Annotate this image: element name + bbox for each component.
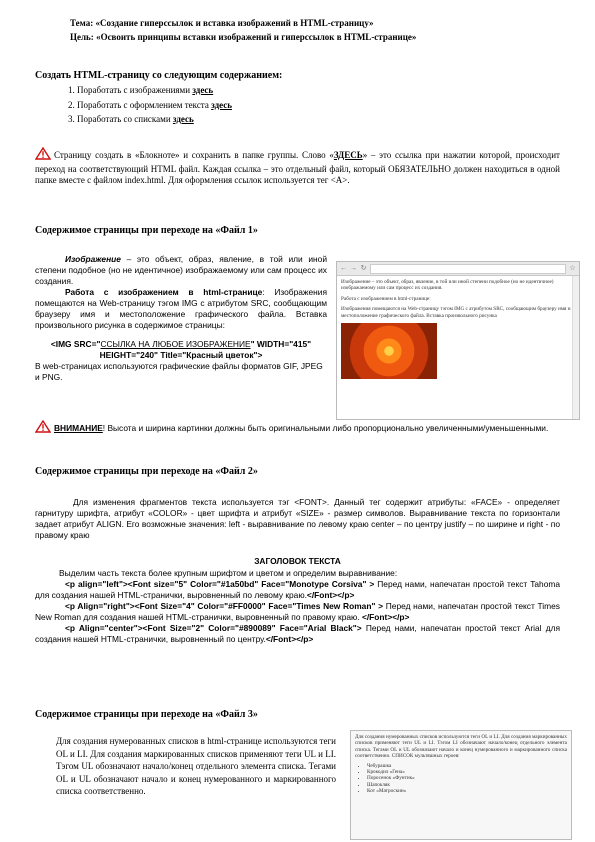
file1-body: Работа с изображением в html-странице: Изображения помещаются на Web-страницу тэгом IMG с атрибутом SRC, сообщающим браузеру имя и местоположение графического файла. Вставка произвольного рисунка в содержимое страницы:	[35, 287, 328, 330]
file3-screenshot-text: Для создания нумерованных списков используются теги OL и LI. Для создания маркированных списков применяют теги UL и LI. Тэгом LI обозначают начало/конец отдельного элемента списка. Тегами OL и UL обозначают начало и конец нумерованного и маркированного списка соответственно. СПИСОК мультяшных героев:	[355, 734, 567, 760]
file2-paragraph-1: Для изменения фрагментов текста используется тэг <FONT>. Данный тег содержит атрибуты: «FACE» - определяет гарнитуру шрифта, атрибут «COLOR» - цвет шрифта и атрибут «SIZE» - размер символов. Выравнивание текста по горизонтали задает атрибут ALIGN. Его возможные значения: left - выравнивание по левому краю center – по центру justify – по ширине и right - по правому краю	[35, 497, 560, 540]
list-item: • Крокодил «Гена»	[367, 769, 567, 775]
file1-code: <IMG SRC="ССЫЛКА НА ЛЮБОЕ ИЗОБРАЖЕНИЕ" WIDTH="415" HEIGHT="240" Title="Красный цветок">	[50, 339, 312, 360]
list-item: • Поросенок «Фунтик»	[367, 775, 567, 781]
heroes-list	[355, 763, 567, 795]
theme-line	[70, 18, 550, 30]
file1-formats: В web-страницах используются графические файлы форматов GIF, JPEG и PNG.	[35, 361, 323, 382]
browser-toolbar	[337, 262, 579, 276]
goal-label: Цель:	[70, 32, 94, 42]
task-item-1: 1. Поработать с изображениями здесь	[68, 85, 214, 95]
file1-browser-screenshot	[336, 261, 580, 420]
instruction-link-word[interactable]: ЗДЕСЬ	[333, 150, 363, 160]
file3-screenshot	[350, 730, 572, 840]
file3-text: Для создания нумерованных списков в html-странице используются теги OL и LI. Для создания маркированных списков применяют теги UL и LI. Тэгом UL обозначают начало/конец отдельного элемента списка. Тегами OL и UL обозначают начало и конец нумерованного и маркированного списка соответственно.	[56, 736, 336, 796]
reload-icon: ↻	[360, 264, 367, 272]
list-item: • Чебурашка	[367, 763, 567, 769]
task-link-3[interactable]: здесь	[172, 114, 194, 124]
scrollbar[interactable]	[572, 276, 579, 419]
warning-icon	[35, 420, 51, 436]
file1-definition: Изображение – это объект, образ, явление, в той или иной степени подобное (но не идентичное) изображаемому или сам процесс их создания.	[35, 254, 327, 286]
forward-icon: →	[350, 264, 357, 272]
file1-def-term: Изображение	[65, 254, 121, 264]
file2-code-block	[35, 568, 560, 645]
file2-title: ЗАГОЛОВОК ТЕКСТА	[254, 556, 341, 566]
screenshot-line-1: Изображение – это объект, образ, явление, в той или иной степени подобное (но не идентичное) изображаемому или сам процесс их создания.	[341, 279, 554, 292]
address-bar	[370, 264, 566, 274]
theme-text: «Создание гиперссылок и вставка изображений в HTML-страницу»	[95, 18, 374, 28]
screenshot-line-2: Работа с изображением в html-странице:	[341, 295, 431, 302]
file2-code-2: <p Align="right"><Font Size="4" Color="#FF0000" Face="Times New Roman" > Перед нами, напечатан простой текст Times New Roman для создания нашей HTML-странички, выровненный по правому краю. </Font></p>	[35, 601, 560, 622]
file2-heading: Содержимое страницы при переходе на «Файл 2»	[35, 466, 258, 477]
file1-heading: Содержимое страницы при переходе на «Файл 1»	[35, 225, 258, 236]
theme-label: Тема:	[70, 18, 94, 28]
task-link-2[interactable]: здесь	[211, 99, 232, 110]
task-item-2: 2. Поработать с оформлением текста здесь	[68, 99, 232, 110]
goal-line	[70, 32, 550, 44]
instruction-paragraph: Страницу создать в «Блокноте» и сохранить в папке группы. Слово «ЗДЕСЬ» – это ссылка при нажатии которой, происходит переход на соответствующий HTML файл. Каждая ссылка – это отдельный файл, который ОБЯЗАТЕЛЬНО должен находиться в одной папке вместе с файлом index.html. Для оформления ссылок используется тег <A>.	[35, 147, 560, 187]
file3-heading: Содержимое страницы при переходе на «Файл 3»	[35, 709, 258, 720]
list-item: • Шапокляк	[367, 782, 567, 788]
file1-sub-heading: Работа с изображением в html-странице	[65, 287, 263, 297]
screenshot-line-3: Изображения помещаются на Web-страницу тэгом IMG с атрибутом SRC, сообщающим браузеру имя и местоположение графического файла. Вставка произвольного рисунка	[341, 306, 571, 319]
file1-content	[35, 254, 327, 383]
back-icon: ←	[340, 264, 347, 272]
file2-paragraph-2: Выделим часть текста более крупным шрифтом и цветом и определим выравнивание:	[59, 568, 398, 578]
task-item-3: 3. Поработать со списками здесь	[68, 114, 194, 124]
file1-attention: ВНИМАНИЕ! Высота и ширина картинки должны быть оригинальными либо пропорционально увеличенными/уменьшенными.	[35, 420, 560, 436]
task-list	[68, 85, 468, 126]
create-heading: Создать HTML-страницу со следующим содержанием:	[35, 70, 283, 81]
warning-icon	[35, 147, 51, 164]
attention-label: ВНИМАНИЕ	[54, 423, 103, 433]
star-icon: ☆	[569, 264, 576, 272]
list-item: • Кот «Матроскин»	[367, 788, 567, 794]
flower-image	[341, 323, 437, 379]
task-link-1[interactable]: здесь	[192, 85, 214, 95]
file1-code-link[interactable]: ССЫЛКА НА ЛЮБОЕ ИЗОБРАЖЕНИЕ	[100, 339, 251, 349]
file2-code-3: <p Align="center"><Font Size="2" Color="#890089" Face="Arial Black"> Перед нами, напечатан простой текст Arial для создания нашей HTML-странички, выровненный по центру.</Font></p>	[35, 623, 561, 644]
goal-text: «Освоить принципы вставки изображений и гиперссылок в HTML-странице»	[96, 32, 417, 42]
file2-code-1: <p align="left"><Font size="5" Color="#1a50bd" Face="Monotype Corsiva" > Перед нами, напечатан простой текст Tahoma для создания нашей HTML-странички, выровненный по левому краю.</Font></p>	[35, 579, 560, 600]
